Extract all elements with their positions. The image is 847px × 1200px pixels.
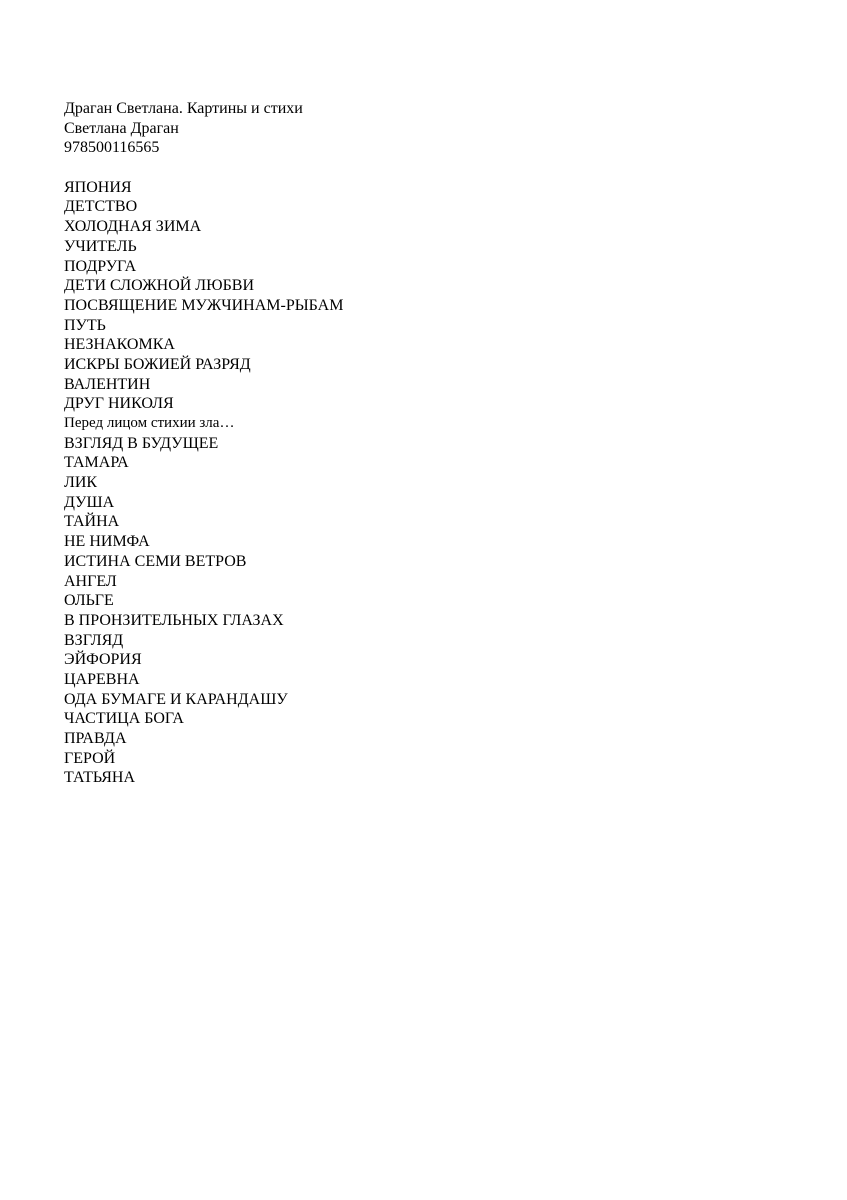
- toc-item: НЕЗНАКОМКА: [64, 336, 175, 354]
- toc-item: ДЕТСТВО: [64, 198, 138, 216]
- toc-item: ВАЛЕНТИН: [64, 375, 151, 393]
- toc-item: ЛИК: [64, 474, 98, 492]
- section-spacer: [64, 158, 804, 178]
- toc-item: ЧАСТИЦА БОГА: [64, 710, 184, 728]
- toc-item: ГЕРОЙ: [64, 749, 116, 767]
- toc-item: ВЗГЛЯД В БУДУЩЕЕ: [64, 434, 219, 452]
- toc-item: ПУТЬ: [64, 316, 106, 334]
- toc-item: ДУША: [64, 493, 115, 511]
- document-page: [64, 99, 804, 788]
- toc-item: ОДА БУМАГЕ И КАРАНДАШУ: [64, 690, 288, 708]
- toc-item: ОЛЬГЕ: [64, 592, 114, 610]
- author-name: Светлана Драган: [64, 119, 179, 137]
- toc-item: ИСКРЫ БОЖИЕЙ РАЗРЯД: [64, 355, 251, 373]
- toc-item: АНГЕЛ: [64, 572, 117, 590]
- toc-item: НЕ НИМФА: [64, 533, 150, 551]
- toc-item: ПОДРУГА: [64, 257, 137, 275]
- toc-item: ПОСВЯЩЕНИЕ МУЖЧИНАМ-РЫБАМ: [64, 296, 344, 314]
- toc-item: ДЕТИ СЛОЖНОЙ ЛЮБВИ: [64, 277, 255, 295]
- isbn-number: 978500116565: [64, 139, 160, 157]
- toc-item: ХОЛОДНАЯ ЗИМА: [64, 218, 202, 236]
- toc-item: ЭЙФОРИЯ: [64, 651, 142, 669]
- toc-item: ЯПОНИЯ: [64, 178, 132, 196]
- toc-item: ТАМАРА: [64, 454, 129, 472]
- table-of-contents: [64, 178, 804, 788]
- toc-item: ЦАРЕВНА: [64, 670, 140, 688]
- toc-item: ТАТЬЯНА: [64, 769, 136, 787]
- toc-item: ВЗГЛЯД: [64, 631, 124, 649]
- book-title: Драган Светлана. Картины и стихи: [64, 100, 303, 117]
- toc-item: УЧИТЕЛЬ: [64, 237, 137, 255]
- toc-item: ИСТИНА СЕМИ ВЕТРОВ: [64, 552, 247, 570]
- toc-item: Перед лицом стихии зла…: [64, 415, 235, 431]
- toc-item: ПРАВДА: [64, 730, 127, 747]
- toc-item: В ПРОНЗИТЕЛЬНЫХ ГЛАЗАХ: [64, 611, 284, 629]
- toc-item: ТАЙНА: [64, 513, 120, 531]
- toc-item: ДРУГ НИКОЛЯ: [64, 395, 174, 413]
